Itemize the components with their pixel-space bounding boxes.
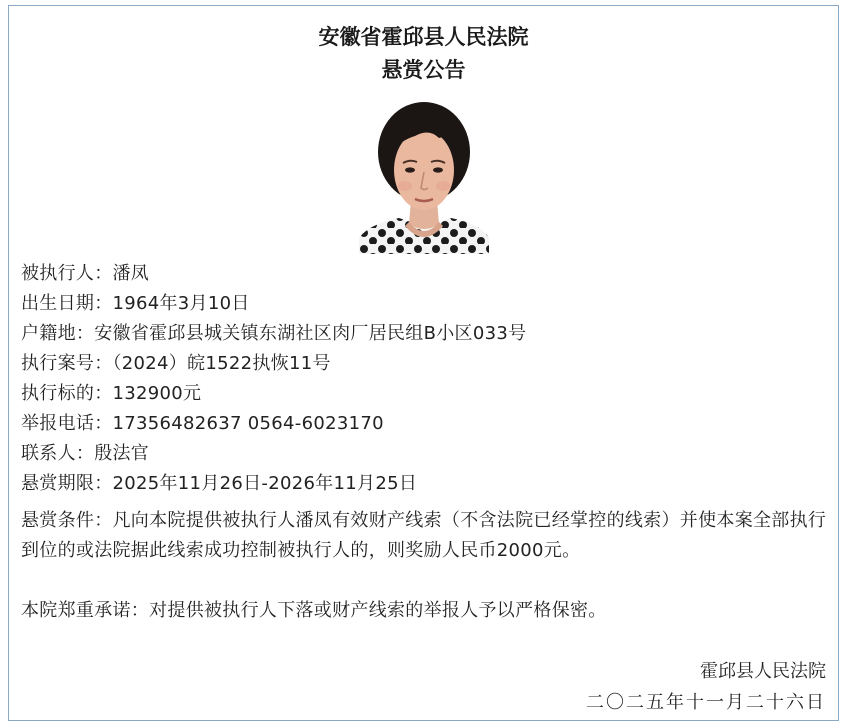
name-label: 被执行人：	[21, 263, 113, 284]
name-value: 潘凤	[112, 263, 150, 284]
info-case-row	[21, 349, 829, 379]
info-period-row	[21, 469, 829, 499]
promise-text: 对提供被执行人下落或财产线索的举报人予以严格保密。	[149, 600, 607, 621]
contact-value: 殷法官	[94, 443, 150, 464]
promise-label: 本院郑重承诺：	[21, 600, 150, 621]
info-name-row	[21, 259, 829, 289]
address-label: 户籍地：	[21, 323, 95, 344]
birth-value: 1964年3月10日	[112, 293, 250, 314]
case-value: （2024）皖1522执恢11号	[112, 353, 331, 374]
info-address-row	[21, 319, 829, 349]
court-title: 安徽省霍邱县人民法院	[318, 25, 529, 49]
amount-value: 132900元	[112, 383, 202, 404]
signature-court: 霍邱县人民法院	[700, 661, 826, 682]
phone-value: 17356482637 0564-6023170	[112, 413, 384, 434]
person-photo	[359, 100, 489, 254]
conditions-label: 悬赏条件：	[21, 510, 113, 531]
notice-title: 悬赏公告	[381, 58, 466, 82]
person-info-list	[21, 259, 829, 499]
birth-label: 出生日期：	[21, 293, 113, 314]
contact-label: 联系人：	[21, 443, 95, 464]
conditions-text: 凡向本院提供被执行人潘凤有效财产线索（不含法院已经掌控的线索）并使本案全部执行到位的或法院据此线索成功控制被执行人的，则奖励人民币2000元。	[21, 510, 827, 561]
phone-label: 举报电话：	[21, 413, 113, 434]
address-value: 安徽省霍邱县城关镇东湖社区肉厂居民组B小区033号	[94, 323, 527, 344]
amount-label: 执行标的：	[21, 383, 113, 404]
portrait-image	[359, 100, 489, 254]
info-contact-row	[21, 439, 829, 469]
confidentiality-promise	[21, 596, 829, 626]
info-amount-row	[21, 379, 829, 409]
signature-date: 二〇二五年十一月二十六日	[586, 692, 826, 713]
info-birth-row	[21, 289, 829, 319]
reward-conditions	[21, 506, 829, 566]
reward-notice	[8, 5, 839, 721]
info-phone-row	[21, 409, 829, 439]
period-label: 悬赏期限：	[21, 473, 113, 494]
period-value: 2025年11月26日-2026年11月25日	[112, 473, 418, 494]
case-label: 执行案号：	[21, 353, 113, 374]
